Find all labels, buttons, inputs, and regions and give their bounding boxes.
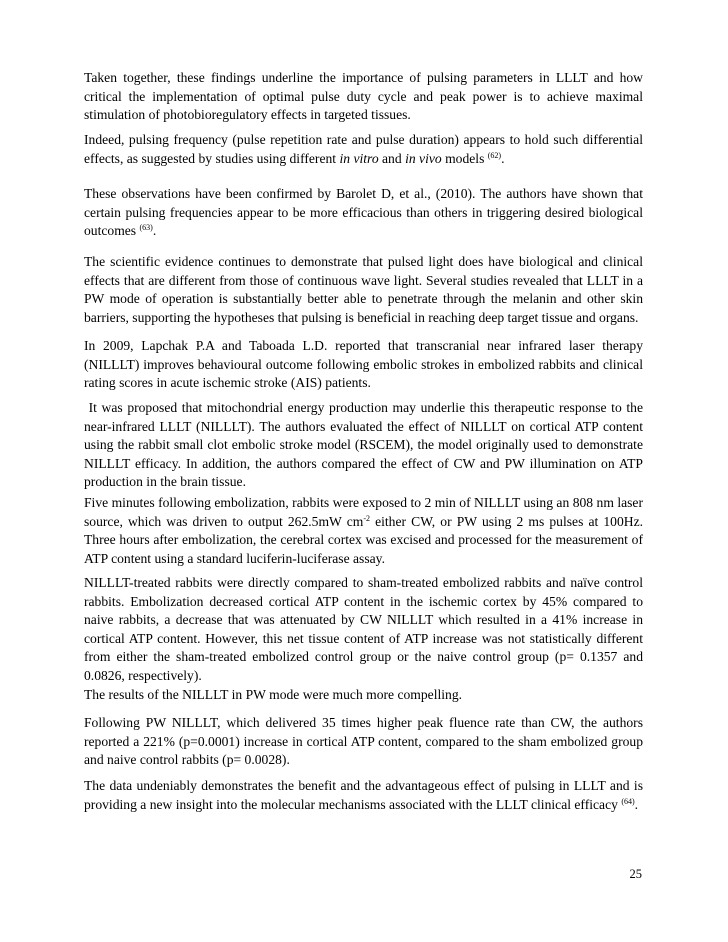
paragraph-text: These observations have been confirmed by Barolet D, et al., (2010). The authors have shown that certain pulsing frequencies appear to be more efficacious than others in triggering desired biological outcomes (84, 186, 643, 238)
paragraph-conclusion (84, 777, 643, 814)
citation-63: (63) (139, 223, 153, 232)
paragraph-text: Taken together, these findings underline the importance of pulsing parameters in LLLT and how critical the implementation of optimal pulse duty cycle and peak power is to achieve maximal stimulation of photobioregulatory effects in targeted tissues. (84, 70, 643, 122)
paragraph-text: . (634, 796, 639, 812)
paragraph-pw-results (84, 714, 643, 770)
paragraph-pw-results-intro (84, 686, 643, 705)
citation-64: (64) (621, 796, 635, 806)
paragraph-cw-results (84, 574, 643, 685)
paragraph-embolization-protocol (84, 494, 643, 568)
paragraph-scientific-evidence (84, 253, 643, 327)
term-in-vitro: in vitro (339, 150, 379, 166)
citation-62: (62) (487, 150, 502, 160)
paragraph-pulsing-frequency (84, 131, 643, 168)
paragraph-text: The results of the NILLLT in PW mode were much more compelling. (84, 687, 463, 702)
paragraph-text: . (152, 223, 157, 238)
unit-exponent: -2 (363, 513, 370, 523)
paragraph-text: The data undeniably demonstrates the benefit and the advantageous effect of pulsing in LLLT and is providing a new insight into the molecular mechanisms associated with the LLLT clinical efficacy (84, 778, 643, 812)
paragraph-text: and (378, 150, 406, 166)
paragraph-text: It was proposed that mitochondrial energy production may underlie this therapeutic response to the near-infrared LLLT (NILLLT). The authors evaluated the effect of NILLLT on cortical ATP content using the rabbit small clot embolic stroke model (RSCEM), the model originally used to demonstrate NILLLT efficacy. In addition, the authors compared the effect of CW and PW illumination on ATP production in the brain tissue. (84, 400, 647, 489)
term-in-vivo: in vivo (405, 150, 442, 166)
paragraph-mitochondrial-energy (84, 399, 647, 492)
paragraph-text: Following PW NILLLT, which delivered 35 times higher peak fluence rate than CW, the authors reported a 221% (p=0.0001) increase in cortical ATP content, compared to the sham embolized group and naive control rabbits (p= 0.0028). (84, 715, 643, 767)
paragraph-text: In 2009, Lapchak P.A and Taboada L.D. reported that transcranial near infrared laser therapy (NILLLT) improves behavioural outcome following embolic strokes in embolized rabbits and clinical rating scores in acute ischemic stroke (AIS) patients. (84, 338, 643, 390)
paragraph-pulsing-parameters-summary (84, 69, 643, 125)
paragraph-text: Five minutes following embolization, rabbits were exposed to 2 min of NILLLT using an 808 nm laser source, which was driven to output 262.5mW cm (84, 495, 643, 529)
paragraph-barolet-observations (84, 185, 643, 241)
paragraph-text: Indeed, pulsing frequency (pulse repetition rate and pulse duration) appears to hold such differential effects, as suggested by studies using different (84, 132, 643, 166)
paragraph-text: The scientific evidence continues to demonstrate that pulsed light does have biological and clinical effects that are different from those of continuous wave light. Several studies revealed that LLLT in a PW mode of operation is substantially better able to penetrate through the melanin and other skin barriers, supporting the hypotheses that pulsing is beneficial in reaching deep target tissue and organs. (84, 254, 643, 325)
paragraph-text: either CW, or PW using 2 ms pulses at 100Hz. Three hours after embolization, the cerebral cortex was excised and processed for the measurement of ATP content using a standard luciferin-luciferase assay. (84, 513, 644, 566)
paragraph-text: NILLLT-treated rabbits were directly compared to sham-treated embolized rabbits and naïve control rabbits. Embolization decreased cortical ATP content in the ischemic cortex by 45% compared to naive rabbits, a decrease that was attenuated by CW NILLLT which resulted in a 41% increase in cortical ATP content. However, this net tissue content of ATP increase was not statistically different from either the sham-treated embolized control group or the naive control group (p= 0.1357 and 0.0826, respectively). (84, 575, 643, 683)
page-number: 25 (629, 867, 642, 881)
paragraph-text: models (441, 150, 488, 166)
paragraph-lapchak-taboada-2009 (84, 337, 643, 393)
paragraph-text: . (501, 150, 505, 166)
